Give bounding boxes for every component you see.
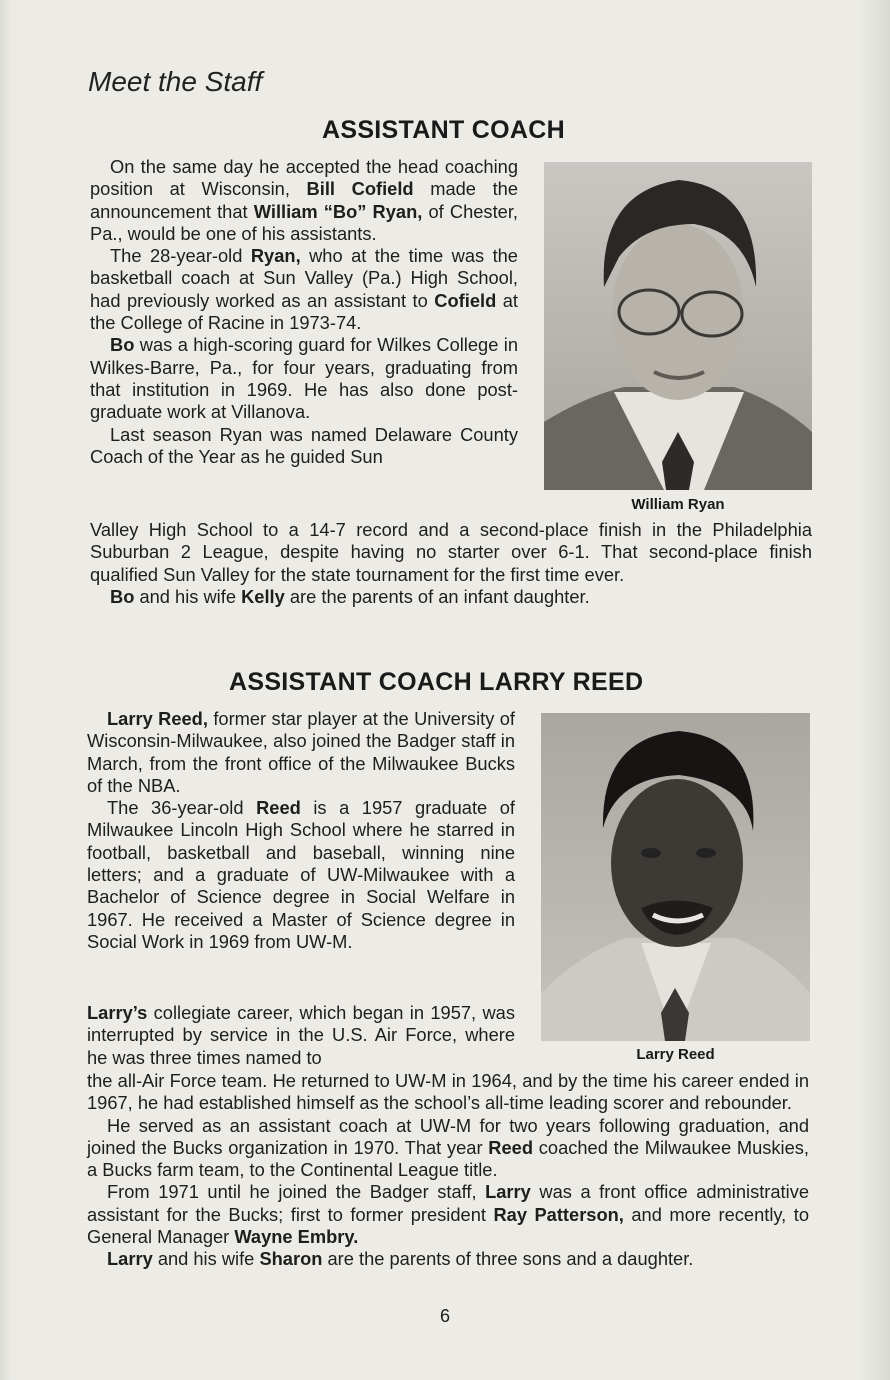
bold-name: Cofield: [434, 289, 497, 311]
paragraph: [90, 245, 518, 334]
bold-name: Bill Cofield: [306, 178, 414, 200]
text-run: Last season Ryan was named Delaware County Coach of the Year as he guided Sun: [90, 423, 518, 467]
text-run: and his wife: [152, 1248, 260, 1270]
article2-column-text-b: [87, 1002, 515, 1069]
bold-name: William “Bo” Ryan,: [253, 200, 423, 222]
photo-larry-reed: [541, 713, 810, 1041]
paragraph: [87, 1002, 515, 1069]
article1-column-text: [90, 156, 518, 468]
section-label: Meet the Staff: [88, 66, 263, 97]
paragraph: [90, 586, 812, 608]
paragraph: [90, 519, 812, 586]
paragraph: [90, 424, 518, 469]
bold-name: Bo: [110, 334, 135, 356]
text-run: collegiate career, which began in 1957, was interrupted by service in the U.S. Air Force, where he was three times named to: [87, 1002, 515, 1068]
bold-name: Reed: [256, 797, 301, 819]
heading-assistant-coach-larry-reed: ASSISTANT COACH LARRY REED: [229, 668, 644, 696]
caption-larry-reed: Larry Reed: [636, 1046, 715, 1063]
text-run: On the same day he accepted the head coaching position at Wisconsin,: [90, 156, 518, 200]
paragraph: [87, 1115, 809, 1182]
article1-full-text: [90, 519, 812, 608]
bold-name: Larry: [107, 1248, 153, 1270]
text-run: of Chester, Pa., would be one of his assistants.: [90, 200, 518, 244]
text-run: at the College of Racine in 1973-74.: [90, 289, 518, 334]
bold-name: Sharon: [259, 1248, 323, 1270]
text-run: was a high-scoring guard for Wilkes College in Wilkes-Barre, Pa., for four years, graduating from that institution in 1969. He has also done post-graduate work at Villanova.: [90, 334, 518, 423]
bold-name: Larry Reed,: [107, 708, 208, 729]
text-run: Valley High School to a 14-7 record and a second-place finish in the Philadelphia Suburban 2 League, despite having no starter over 6-1. That second-place finish qualified Sun Valley for the state tournament for the first time ever.: [90, 519, 812, 585]
bold-name: Wayne Embry.: [234, 1226, 359, 1248]
paragraph: [90, 156, 518, 245]
text-run: and more recently, to General Manager: [87, 1203, 810, 1248]
paragraph: [87, 797, 515, 953]
text-run: the all-Air Force team. He returned to UW-M in 1964, and by the time his career ended in 1967, he had established himself as the school’s all-time leading scorer and rebounder.: [87, 1070, 809, 1114]
bold-name: Bo: [110, 585, 135, 607]
photo-william-ryan: [544, 162, 812, 490]
bold-name: Ryan,: [250, 245, 301, 267]
paragraph: [87, 1070, 809, 1115]
paragraph: [90, 334, 518, 423]
text-run: was a front office administrative assistant for the Bucks; first to former president: [87, 1181, 810, 1225]
bold-name: Larry’s: [87, 1002, 148, 1023]
text-run: The 36-year-old: [107, 797, 257, 819]
bold-name: Larry: [485, 1181, 531, 1203]
text-run: is a 1957 graduate of Milwaukee Lincoln High School where he starred in football, basketball and baseball, winning nine letters; and a graduate of UW-Milwaukee with a Bachelor of Science degree in Social Welfare in 1967. He received a Master of Science degree in Social Work in 1969 from UW-M.: [87, 797, 515, 952]
bold-name: Reed: [488, 1136, 534, 1158]
text-run: He served as an assistant coach at UW-M for two years following graduation, and joined the Bucks organization in 1970. That year: [87, 1114, 809, 1158]
bold-name: Ray Patterson,: [493, 1203, 624, 1225]
text-run: From 1971 until he joined the Badger staff,: [107, 1181, 486, 1203]
caption-william-ryan: William Ryan: [631, 496, 725, 513]
article2-column-text: [87, 708, 515, 953]
text-run: and his wife: [134, 585, 242, 607]
text-run: made the announcement that: [90, 178, 518, 222]
bold-name: Kelly: [241, 585, 285, 607]
paragraph: [87, 708, 515, 797]
paragraph: [87, 1181, 809, 1248]
heading-assistant-coach: ASSISTANT COACH: [322, 116, 565, 144]
text-run: who at the time was the basketball coach at Sun Valley (Pa.) High School, had previously worked as an assistant to: [90, 245, 518, 311]
text-run: are the parents of three sons and a daughter.: [322, 1248, 694, 1270]
text-run: former star player at the University of Wisconsin-Milwaukee, also joined the Badger staff in March, from the front office of the Milwaukee Bucks of the NBA.: [87, 708, 515, 796]
article2-full-text: [87, 1070, 809, 1271]
text-run: The 28-year-old: [110, 245, 251, 267]
paragraph: [87, 1248, 809, 1270]
page-number: 6: [439, 1306, 450, 1326]
text-run: coached the Milwaukee Muskies, a Bucks farm team, to the Continental League title.: [87, 1136, 809, 1181]
text-run: are the parents of an infant daughter.: [284, 585, 590, 607]
